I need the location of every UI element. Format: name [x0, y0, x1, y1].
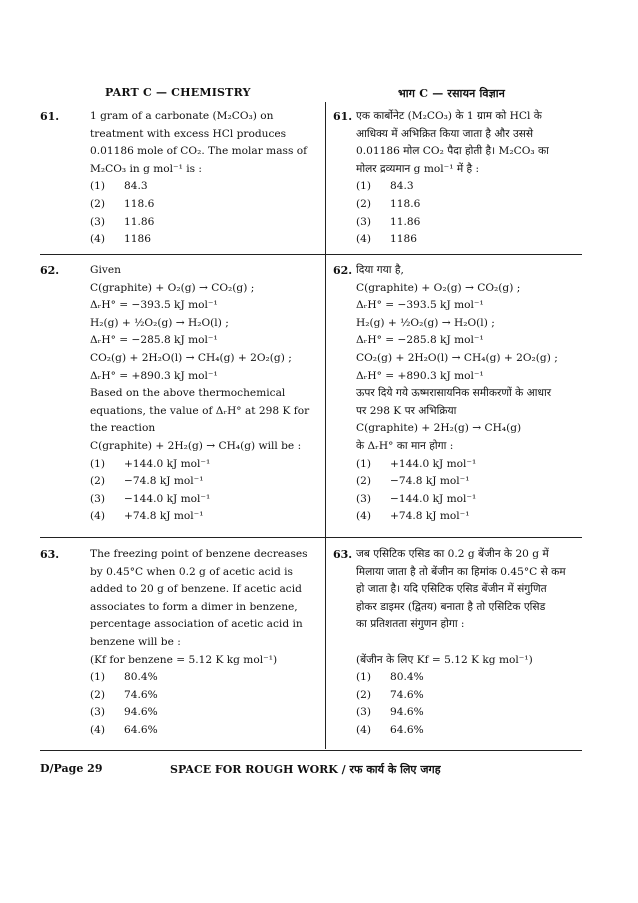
question-line: by 0.45°C when 0.2 g of acetic acid is	[90, 565, 293, 578]
question-line: C(graphite) + O₂(g) → CO₂(g) ;	[90, 281, 255, 294]
option-1[interactable]: (1) 84.3	[90, 180, 148, 193]
question-line: treatment with excess HCl produces	[90, 127, 287, 140]
option-4[interactable]: (4) 1186	[356, 233, 417, 246]
option-3[interactable]: (3) 94.6%	[90, 706, 158, 719]
question-line: ΔᵣH° = −393.5 kJ mol⁻¹	[356, 299, 484, 312]
question-line: ΔᵣH° = +890.3 kJ mol⁻¹	[356, 369, 484, 382]
option-1[interactable]: (1) +144.0 kJ mol⁻¹	[356, 457, 477, 470]
question-line: ΔᵣH° = +890.3 kJ mol⁻¹	[90, 369, 218, 382]
question-line: ΔᵣH° = −285.8 kJ mol⁻¹	[356, 334, 484, 347]
question-line: associates to form a dimer in benzene,	[90, 600, 298, 613]
question-line: का प्रतिशतता संगुणन होगा :	[356, 618, 465, 631]
footer-rule	[40, 750, 582, 751]
question-line: The freezing point of benzene decreases	[90, 548, 308, 560]
option-4[interactable]: (4) +74.8 kJ mol⁻¹	[90, 510, 204, 523]
question-line: CO₂(g) + 2H₂O(l) → CH₄(g) + 2O₂(g) ;	[90, 351, 292, 364]
question-line: equations, the value of ΔᵣH° at 298 K for	[90, 404, 310, 417]
question-line: percentage association of acetic acid in	[90, 618, 303, 631]
question-line: H₂(g) + ½O₂(g) → H₂O(l) ;	[356, 316, 495, 329]
page-number: D/Page 29	[40, 762, 103, 775]
question-line: 1 gram of a carbonate (M₂CO₃) on	[90, 110, 274, 122]
option-3[interactable]: (3) −144.0 kJ mol⁻¹	[356, 492, 477, 505]
question-line: ΔᵣH° = −285.8 kJ mol⁻¹	[90, 334, 218, 347]
column-divider	[325, 102, 326, 749]
question-63-english	[90, 546, 320, 740]
question-line: Given	[90, 264, 121, 276]
question-line: C(graphite) + O₂(g) → CO₂(g) ;	[356, 281, 521, 294]
question-number: 63.	[333, 548, 353, 561]
question-line: हो जाता है। यदि एसिटिक एसिड बेंजीन में संगुणित	[356, 583, 547, 596]
question-number: 61.	[40, 110, 60, 123]
question-line: पर 298 K पर अभिक्रिया	[356, 404, 457, 417]
question-separator	[40, 254, 582, 255]
question-line: मिलाया जाता है तो बेंजीन का हिमांक 0.45°C से कम	[356, 565, 566, 578]
question-line: benzene will be :	[90, 635, 181, 648]
question-63-hindi	[356, 546, 582, 740]
question-62-english	[90, 262, 320, 526]
question-line: (Kf for benzene = 5.12 K kg mol⁻¹)	[90, 653, 278, 666]
question-number: 62.	[333, 264, 353, 277]
option-1[interactable]: (1) +144.0 kJ mol⁻¹	[90, 457, 211, 470]
hindi-section-title: भाग C — रसायन विज्ञान	[398, 87, 506, 100]
question-number: 63.	[40, 548, 60, 561]
english-section-title: PART C — CHEMISTRY	[105, 86, 251, 99]
question-number: 62.	[40, 264, 60, 277]
question-line: दिया गया है,	[356, 264, 404, 276]
option-3[interactable]: (3) −144.0 kJ mol⁻¹	[90, 492, 211, 505]
question-line	[356, 634, 582, 652]
question-62-hindi	[356, 262, 582, 526]
question-line: the reaction	[90, 422, 156, 435]
question-line: 0.01186 मोल CO₂ पैदा होती है। M₂CO₃ का	[356, 145, 549, 158]
option-4[interactable]: (4) +74.8 kJ mol⁻¹	[356, 510, 470, 523]
option-2[interactable]: (2) 118.6	[90, 197, 155, 210]
option-3[interactable]: (3) 11.86	[356, 215, 421, 228]
question-line: C(graphite) + 2H₂(g) → CH₄(g)	[356, 422, 522, 435]
option-4[interactable]: (4) 1186	[90, 233, 151, 246]
question-line: M₂CO₃ in g mol⁻¹ is :	[90, 162, 203, 175]
option-1[interactable]: (1) 80.4%	[90, 671, 158, 684]
option-3[interactable]: (3) 94.6%	[356, 706, 424, 719]
question-line: ऊपर दिये गये ऊष्मरासायनिक समीकरणों के आधार	[356, 387, 552, 400]
option-2[interactable]: (2) 74.6%	[356, 688, 424, 701]
option-1[interactable]: (1) 80.4%	[356, 671, 424, 684]
question-line: Based on the above thermochemical	[90, 387, 286, 400]
option-3[interactable]: (3) 11.86	[90, 215, 155, 228]
option-2[interactable]: (2) 118.6	[356, 197, 421, 210]
option-2[interactable]: (2) −74.8 kJ mol⁻¹	[90, 475, 204, 488]
question-line: ΔᵣH° = −393.5 kJ mol⁻¹	[90, 299, 218, 312]
question-line: (बेंजीन के लिए Kf = 5.12 K kg mol⁻¹)	[356, 653, 533, 666]
question-line: आधिक्य में अभिक्रित किया जाता है और उससे	[356, 127, 534, 140]
option-4[interactable]: (4) 64.6%	[356, 723, 424, 736]
question-line: के ΔᵣH° का मान होगा :	[356, 439, 454, 452]
question-line: होकर डाइमर (द्वितय) बनाता है तो एसिटिक एसिड	[356, 600, 546, 613]
rough-work-note: SPACE FOR ROUGH WORK / रफ कार्य के लिए जगह	[170, 763, 441, 776]
question-line: CO₂(g) + 2H₂O(l) → CH₄(g) + 2O₂(g) ;	[356, 351, 558, 364]
question-separator	[40, 537, 582, 538]
option-4[interactable]: (4) 64.6%	[90, 723, 158, 736]
question-line: जब एसिटिक एसिड का 0.2 g बेंजीन के 20 g में	[356, 548, 549, 560]
option-1[interactable]: (1) 84.3	[356, 180, 414, 193]
question-line: C(graphite) + 2H₂(g) → CH₄(g) will be :	[90, 439, 302, 452]
option-2[interactable]: (2) −74.8 kJ mol⁻¹	[356, 475, 470, 488]
question-61-english	[90, 108, 318, 249]
question-line: H₂(g) + ½O₂(g) → H₂O(l) ;	[90, 316, 229, 329]
question-61-hindi	[356, 108, 582, 249]
question-line: एक कार्बोनेट (M₂CO₃) के 1 ग्राम को HCl के	[356, 110, 542, 122]
option-2[interactable]: (2) 74.6%	[90, 688, 158, 701]
question-line: मोलर द्रव्यमान g mol⁻¹ में है :	[356, 162, 480, 175]
question-number: 61.	[333, 110, 353, 123]
question-line: added to 20 g of benzene. If acetic acid	[90, 583, 302, 596]
question-line: 0.01186 mole of CO₂. The molar mass of	[90, 145, 308, 158]
